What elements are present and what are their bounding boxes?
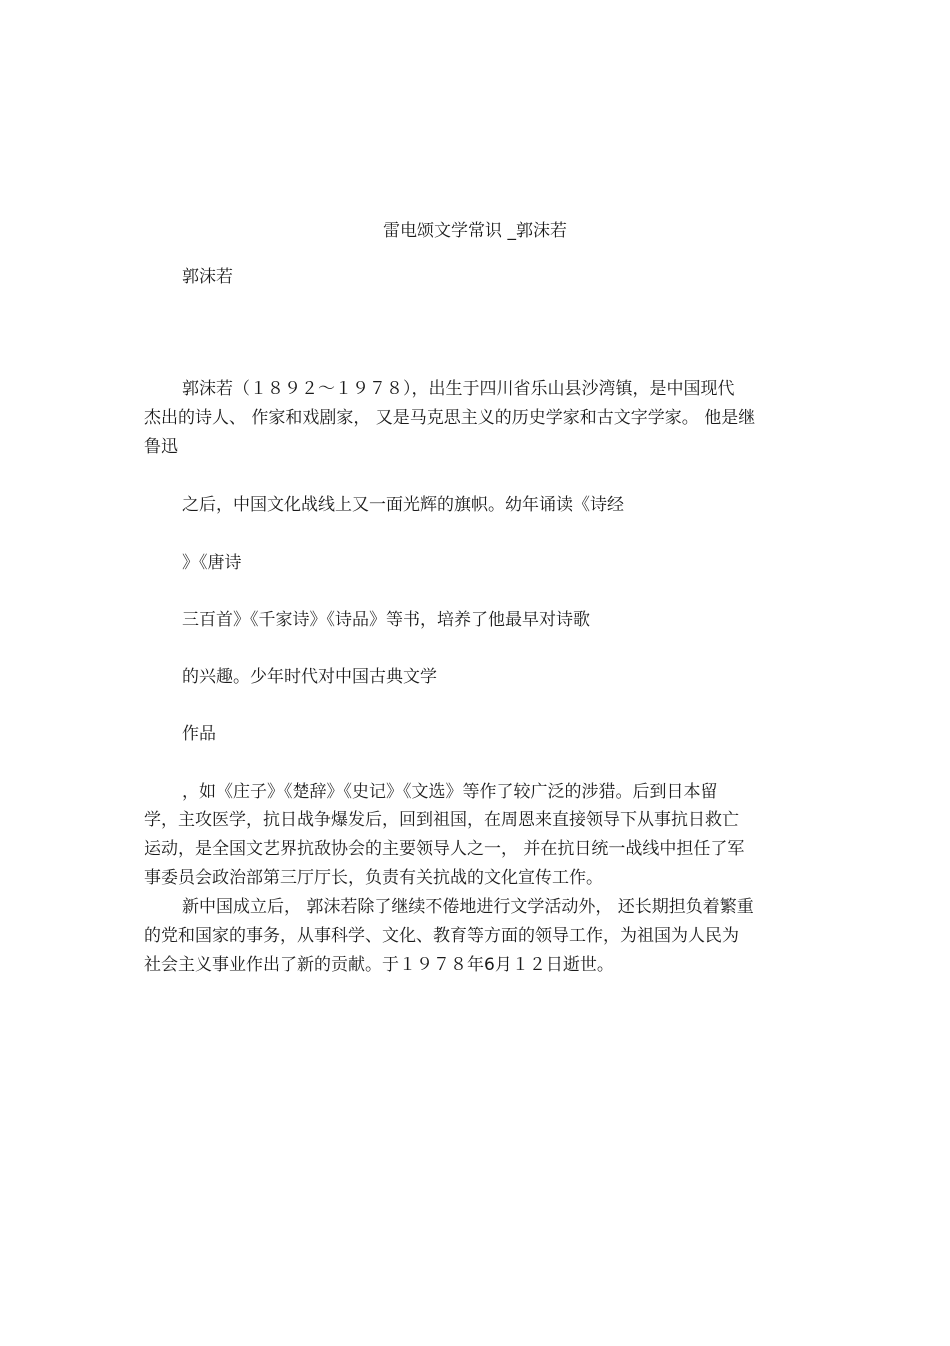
body-line: 郭沫若（１８９２～１９７８），出生于四川省乐山县沙湾镇，是中国现代 <box>182 379 735 399</box>
body-line: 社会主义事业作出了新的贡献。于１９７８年6月１２日逝世。 <box>144 955 614 975</box>
body-line: 的党和国家的事务，从事科学、文化、教育等方面的领导工作，为祖国为人民为 <box>144 926 739 946</box>
body-line: 学，主攻医学，抗日战争爆发后，回到祖国，在周恩来直接领导下从事抗日救亡 <box>144 810 739 830</box>
body-line: 杰出的诗人、 作家和戏剧家， 又是马克思主义的历史学家和古文字学家。 他是继 <box>144 408 756 428</box>
body-line: 三百首》《千家诗》《诗品》等书，培养了他最早对诗歌 <box>182 610 590 630</box>
body-line: 鲁迅 <box>144 437 178 457</box>
body-line: 的兴趣。少年时代对中国古典文学 <box>182 667 437 687</box>
body-line: 事委员会政治部第三厅厅长，负责有关抗战的文化宣传工作。 <box>144 868 603 888</box>
author-heading: 郭沫若 <box>182 267 233 287</box>
body-line: 之后，中国文化战线上又一面光辉的旗帜。幼年诵读《诗经 <box>182 495 624 515</box>
body-line: 》《唐诗 <box>182 553 242 573</box>
body-line: 运动，是全国文艺界抗敌协会的主要领导人之一， 并在抗日统一战线中担任了军 <box>144 839 745 859</box>
body-line: 新中国成立后， 郭沫若除了继续不倦地进行文学活动外， 还长期担负着繁重 <box>182 897 754 917</box>
document-title: 雷电颂文学常识 _郭沫若 <box>383 221 567 241</box>
body-line: 作品 <box>182 724 216 744</box>
body-line: ，如《庄子》《楚辞》《史记》《文选》等作了较广泛的涉猎。后到日本留 <box>182 782 718 802</box>
